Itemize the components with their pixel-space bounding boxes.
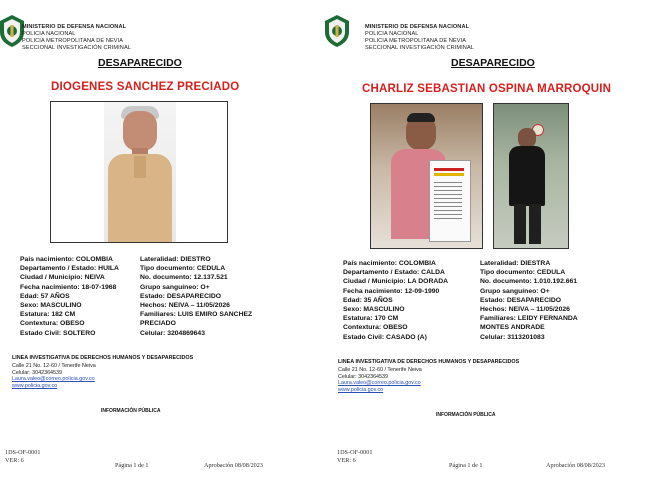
detail-relatives: Familiares: LEIDY FERNANDA bbox=[480, 315, 578, 323]
police-label: POLICIA NACIONAL bbox=[365, 31, 419, 37]
detail-country: País nacimiento: COLOMBIA bbox=[20, 256, 113, 263]
doc-code: 1DS-OF-0001 bbox=[337, 449, 373, 456]
doc-version: VER: 6 bbox=[337, 457, 356, 464]
detail-age: Edad: 35 AÑOS bbox=[343, 296, 393, 304]
public-info-label: INFORMACIÓN PÚBLICA bbox=[101, 408, 161, 414]
detail-country: País nacimiento: COLOMBIA bbox=[343, 260, 436, 267]
doc-code: 1DS-OF-0001 bbox=[5, 449, 41, 456]
detail-department: Departamento / Estado: HUILA bbox=[20, 265, 119, 273]
detail-civil-status: Estado Civil: CASADO (A) bbox=[343, 333, 427, 341]
contact-email-link[interactable]: Laura.valeo@correo.policia.gov.co bbox=[12, 376, 95, 383]
detail-sex: Sexo: MASCULINO bbox=[343, 306, 405, 314]
person-photo-2 bbox=[493, 103, 569, 249]
institution-header bbox=[22, 24, 131, 52]
contact-block bbox=[338, 367, 422, 393]
detail-relatives: Familiares: LUIS EMIRO SANCHEZ bbox=[140, 311, 253, 319]
person-photo bbox=[50, 101, 228, 243]
details-col-2 bbox=[480, 259, 578, 342]
metro-label: POLICIA METROPOLITANA DE NEVIA bbox=[365, 38, 467, 44]
person-photo-1 bbox=[370, 103, 483, 249]
contact-web-link[interactable]: www.policia.gov.co bbox=[338, 386, 384, 393]
ministry-label: MINISTERIO DE DEFENSA NACIONAL bbox=[365, 24, 470, 30]
detail-age: Edad: 57 AÑOS bbox=[20, 292, 70, 300]
section-label: SECCIONAL INVESTIGACIÓN CRIMINAL bbox=[365, 45, 474, 51]
section-label: SECCIONAL INVESTIGACIÓN CRIMINAL bbox=[22, 45, 131, 51]
detail-events: Hechos: NEIVA – 11/05/2026 bbox=[140, 302, 230, 310]
detail-build: Contextura: OBESO bbox=[20, 320, 85, 328]
contact-web-link[interactable]: www.policia.gov.co bbox=[12, 382, 58, 389]
detail-blood-type: Grupo sanguíneo: O+ bbox=[140, 283, 210, 291]
detail-build: Contextura: OBESO bbox=[343, 324, 408, 332]
details-col-1 bbox=[343, 259, 448, 342]
detail-state: Estado: DESAPARECIDO bbox=[140, 292, 222, 300]
page-number: Página 1 de 1 bbox=[115, 462, 149, 469]
detail-height: Estatura: 170 CM bbox=[343, 315, 399, 323]
detail-doc-number: No. documento: 1.010.192.661 bbox=[480, 278, 578, 286]
photo-image bbox=[494, 104, 568, 248]
ministry-label: MINISTERIO DE DEFENSA NACIONAL bbox=[22, 24, 127, 30]
public-info-label: INFORMACIÓN PÚBLICA bbox=[436, 412, 496, 418]
contact-address: Calle 21 No. 12-60 / Tenerife Neiva bbox=[338, 367, 422, 373]
contact-title: LINEA INVESTIGATIVA DE DERECHOS HUMANOS Y DESAPARECIDOS bbox=[12, 355, 194, 361]
police-label: POLICIA NACIONAL bbox=[22, 31, 76, 37]
detail-laterality: Lateralidad: DIESTRA bbox=[480, 260, 551, 267]
person-name: DIOGENES SANCHEZ PRECIADO bbox=[51, 81, 240, 93]
detail-phone: Celular: 3204869643 bbox=[140, 329, 205, 337]
contact-phone: Celular: 3042364539 bbox=[338, 373, 389, 380]
contact-email-link[interactable]: Laura.valeo@correo.policia.gov.co bbox=[338, 380, 421, 387]
detail-city: Ciudad / Municipio: LA DORADA bbox=[343, 278, 449, 286]
detail-events: Hechos: NEIVA – 11/05/2026 bbox=[480, 306, 570, 314]
detail-laterality: Lateralidad: DIESTRO bbox=[140, 256, 211, 263]
detail-birthdate: Fecha nacimiento: 18-07-1968 bbox=[20, 283, 117, 291]
person-name: CHARLIZ SEBASTIAN OSPINA MARROQUIN bbox=[362, 83, 612, 95]
photo-image bbox=[371, 104, 482, 248]
detail-relatives-cont: PRECIADO bbox=[140, 320, 176, 328]
contact-title: LINEA INVESTIGATIVA DE DERECHOS HUMANOS Y DESAPARECIDOS bbox=[338, 359, 520, 365]
detail-phone: Celular: 3113201083 bbox=[480, 333, 545, 341]
approval-date: Aprobación 08/08/2023 bbox=[204, 462, 263, 469]
status-title: DESAPARECIDO bbox=[451, 57, 535, 69]
detail-state: Estado: DESAPARECIDO bbox=[480, 296, 562, 304]
detail-relatives-cont: MONTES ANDRADE bbox=[480, 324, 545, 332]
contact-phone: Celular: 3042364539 bbox=[12, 369, 63, 376]
status-title: DESAPARECIDO bbox=[98, 57, 182, 69]
detail-height: Estatura: 182 CM bbox=[20, 311, 76, 319]
detail-doc-type: Tipo documento: CEDULA bbox=[140, 265, 226, 273]
missing-poster-left bbox=[0, 0, 318, 487]
detail-doc-number: No. documento: 12.137.521 bbox=[140, 274, 228, 282]
contact-address: Calle 21 No. 12-60 / Tenerife Neiva bbox=[12, 363, 96, 369]
police-emblem-icon bbox=[323, 14, 351, 48]
doc-version: VER: 6 bbox=[5, 457, 24, 464]
details-col-2 bbox=[140, 255, 252, 338]
detail-sex: Sexo: MASCULINO bbox=[20, 302, 82, 310]
detail-birthdate: Fecha nacimiento: 12-09-1990 bbox=[343, 287, 440, 295]
metro-label: POLICIA METROPOLITANA DE NEVIA bbox=[22, 38, 124, 44]
page-number: Página 1 de 1 bbox=[449, 462, 483, 469]
photo-image bbox=[104, 102, 176, 242]
detail-city: Ciudad / Municipio: NEIVA bbox=[20, 274, 105, 282]
institution-header bbox=[365, 24, 474, 52]
detail-blood-type: Grupo sanguíneo: O+ bbox=[480, 287, 550, 295]
detail-department: Departamento / Estado: CALDA bbox=[343, 269, 445, 277]
detail-civil-status: Estado Civil: SOLTERO bbox=[20, 329, 96, 337]
contact-block bbox=[12, 363, 96, 389]
approval-date: Aprobación 08/08/2023 bbox=[546, 462, 605, 469]
missing-poster-right bbox=[318, 0, 650, 487]
detail-doc-type: Tipo documento: CEDULA bbox=[480, 269, 566, 277]
details-col-1 bbox=[20, 255, 119, 338]
